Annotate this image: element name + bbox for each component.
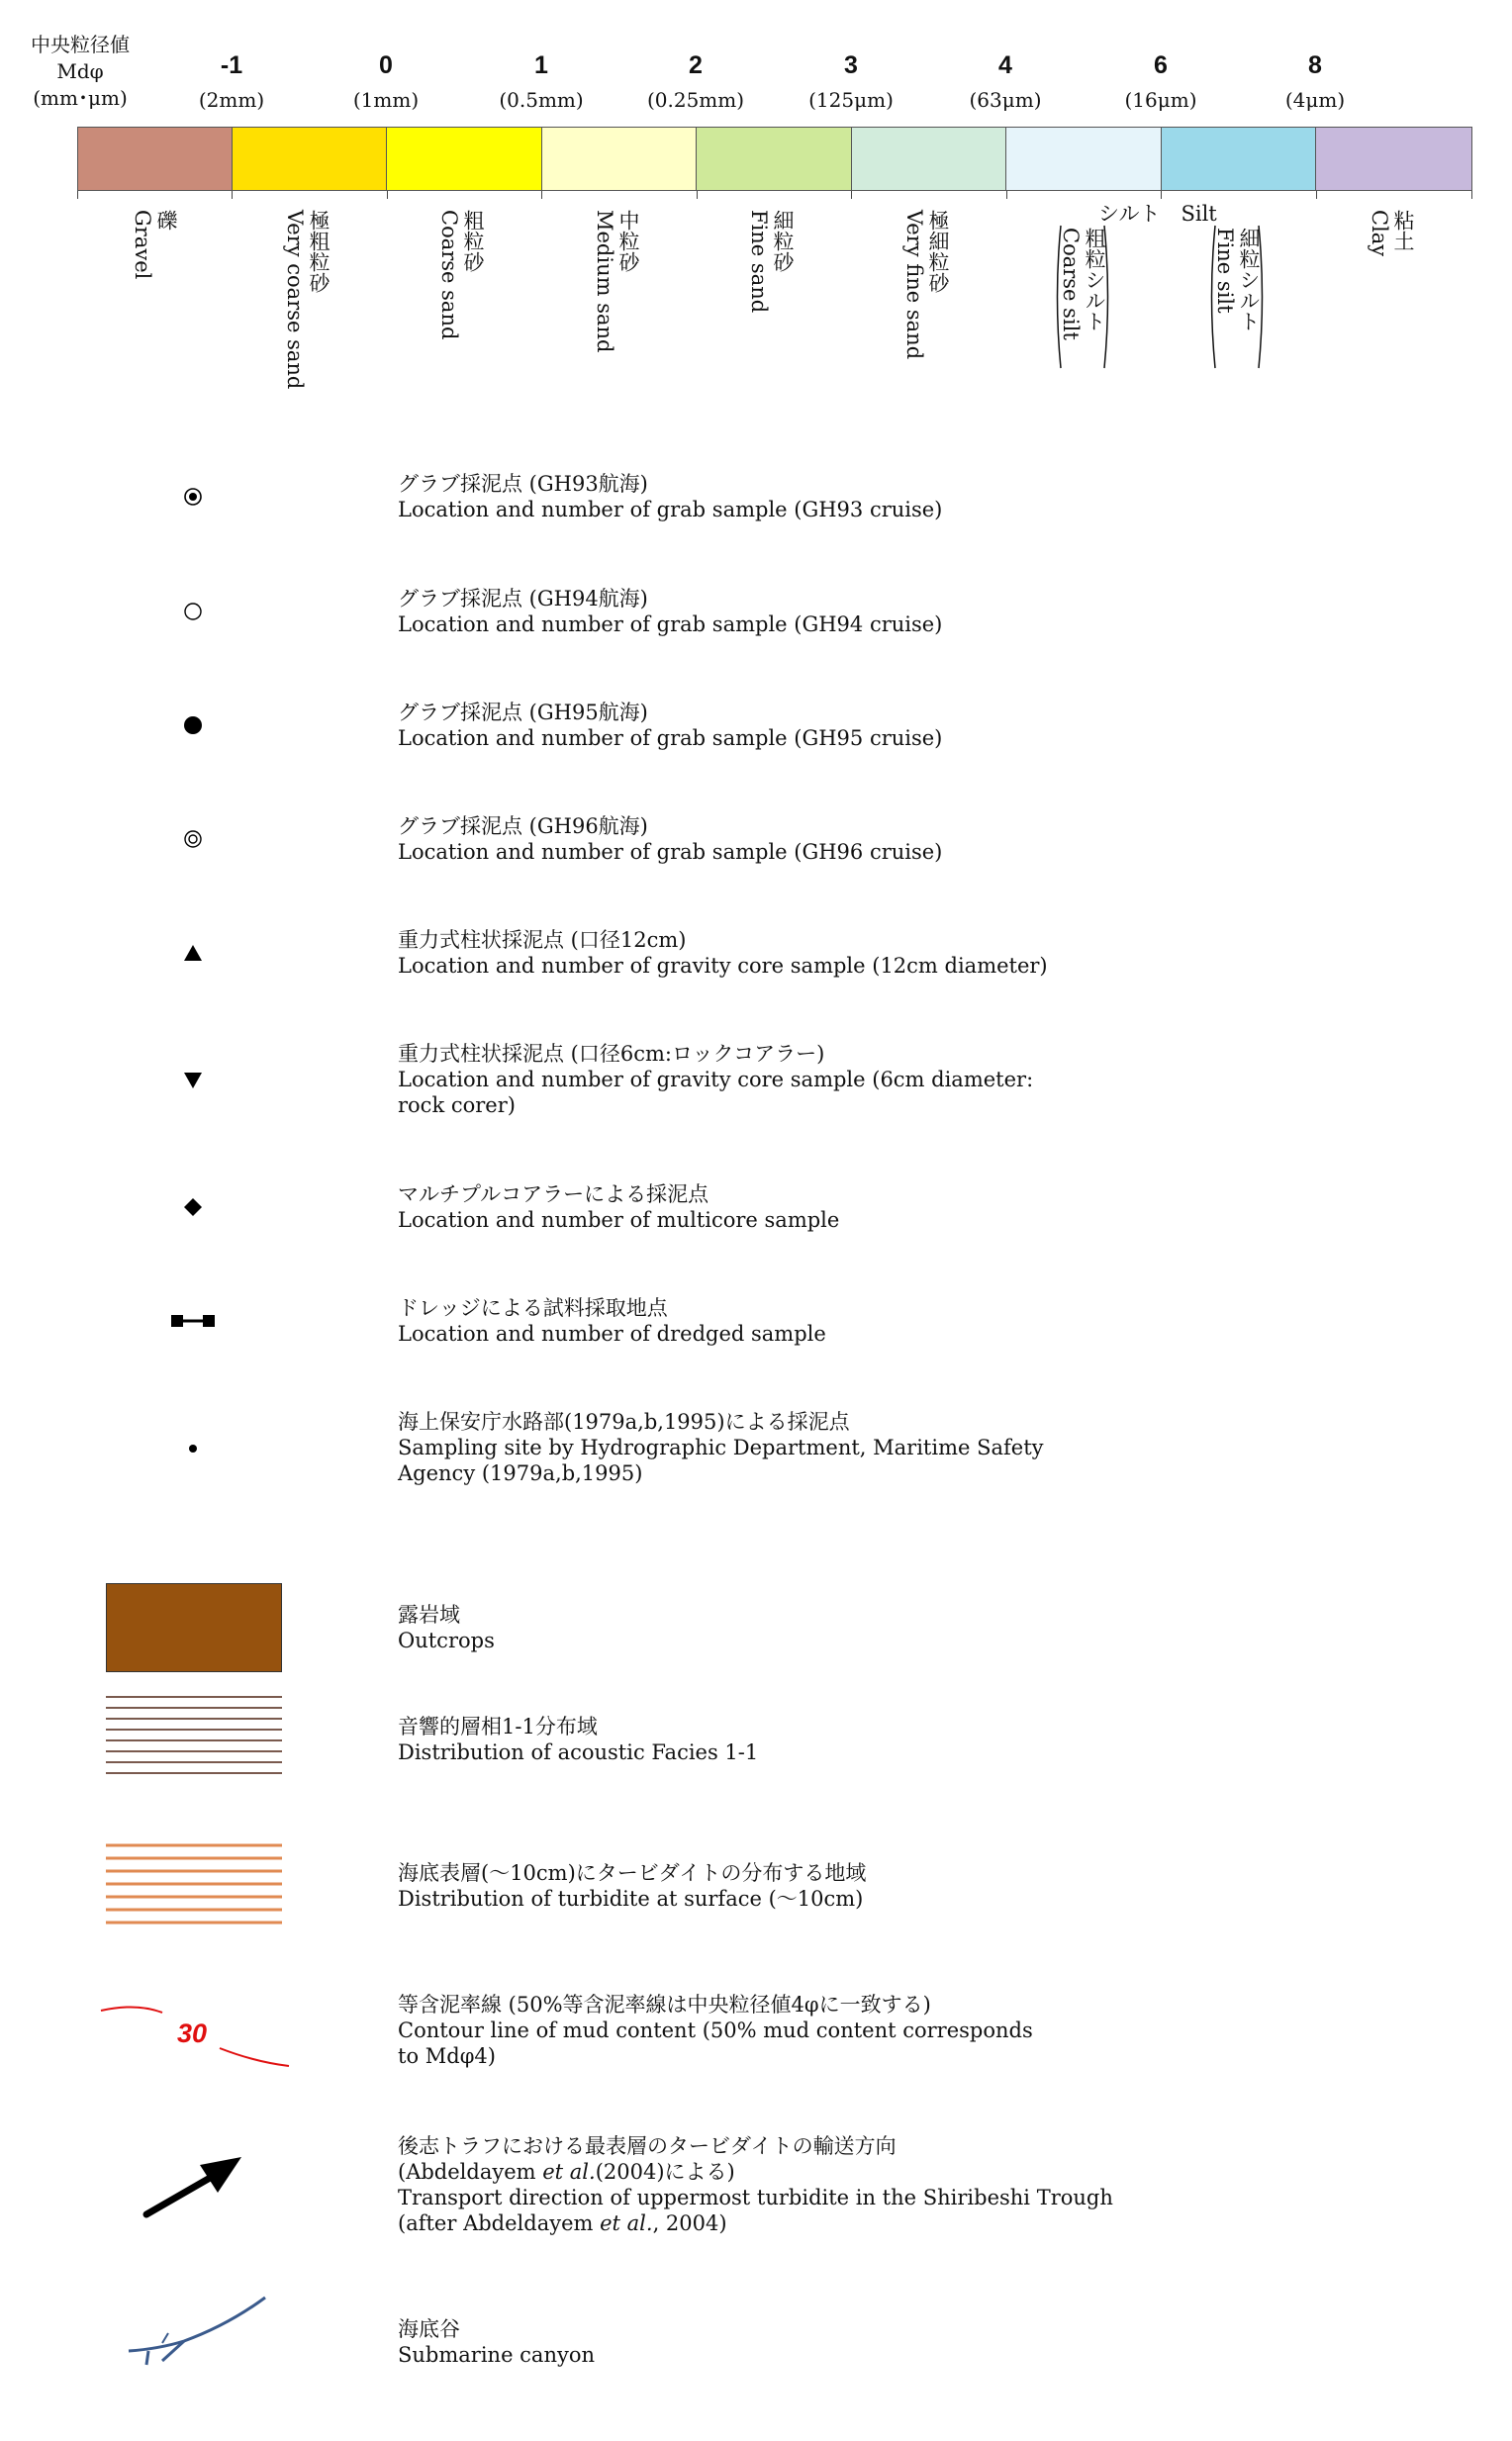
gravity6-symbol: [119, 1053, 267, 1108]
gravity12-label: 重力式柱状採泥点 (口径12cm) Location and number of gravity core sample (12cm diameter): [398, 928, 1048, 978]
grain-size: (4μm): [1284, 88, 1346, 112]
scale-column-1: [464, 49, 618, 113]
band-fine-sand: [696, 127, 852, 191]
grain-size: (63μm): [969, 88, 1042, 112]
grab94-label: グラブ採泥点 (GH94航海) Location and number of grab sample (GH94 cruise): [398, 587, 943, 636]
class-label-fine-silt: 細粒シルト Fine silt: [1205, 224, 1269, 370]
phi-value: 1: [534, 51, 548, 79]
turbidite-label: 海底表層(〜10cm)にタービダイトの分布する地域 Distribution of turbidite at surface (〜10cm): [398, 1861, 867, 1911]
grab93-symbol: [119, 469, 267, 524]
class-label-coarse-silt: 粗粒シルト Coarse silt: [1051, 224, 1114, 370]
phi-value: 2: [689, 51, 703, 79]
transport-label: 後志トラフにおける最表層のタービダイトの輸送方向 (Abdeldayem et al.(2004)による) Transport direction of uppermost turbidite in the Shiribeshi Trough (after Abdeldayem et al., 2004): [398, 2134, 1113, 2235]
scale-title-unit: (mm･μm): [33, 86, 128, 110]
phi-value: 4: [998, 51, 1012, 79]
scale-column-m1: [154, 49, 309, 113]
bullseye-circle-icon: [182, 486, 204, 508]
band-medium-sand: [541, 127, 697, 191]
class-label-very-coarse-sand: 極粗粒砂 Very coarse sand: [283, 210, 331, 390]
down-triangle-icon: [182, 1070, 204, 1091]
dredge-label: ドレッジによる試料採取地点 Location and number of dredged sample: [398, 1296, 826, 1346]
submarine-canyon-icon: [119, 2292, 277, 2367]
scale-column-4: [928, 49, 1083, 113]
scale-title-md: Mdφ: [56, 59, 104, 83]
canyon-label: 海底谷 Submarine canyon: [398, 2317, 596, 2367]
class-label-coarse-sand: 粗粒砂 Coarse sand: [437, 210, 485, 340]
contour-value: 30: [176, 2019, 208, 2048]
outcrops-swatch: [106, 1583, 282, 1672]
class-label-gravel: 礫 Gravel: [131, 210, 178, 280]
open-circle-icon: [182, 601, 204, 622]
band-fine-silt: [1161, 127, 1316, 191]
scale-column-6: [1084, 49, 1238, 113]
double-circle-icon: [182, 828, 204, 850]
scale-title: [6, 32, 154, 112]
band-very-coarse-sand: [232, 127, 387, 191]
facies-label: 音響的層相1-1分布域 Distribution of acoustic Facies 1-1: [398, 1715, 759, 1764]
multicore-label: マルチプルコアラーによる採泥点 Location and number of multicore sample: [398, 1182, 840, 1232]
arrow-icon: [139, 2147, 257, 2226]
grain-size: (16μm): [1124, 88, 1197, 112]
grain-size: (0.25mm): [646, 88, 745, 112]
gravity12-symbol: [119, 925, 267, 981]
grain-size: (1mm): [352, 88, 420, 112]
filled-circle-icon: [182, 714, 204, 736]
phi-value: 8: [1308, 51, 1322, 79]
band-gravel: [77, 127, 233, 191]
band-coarse-silt: [1005, 127, 1162, 191]
hydro-symbol: [119, 1421, 267, 1476]
scale-column-3: [774, 49, 928, 113]
facies-swatch: [106, 1695, 284, 1778]
grain-size: (0.5mm): [499, 88, 584, 112]
band-coarse-sand: [386, 127, 542, 191]
scale-ticks: [77, 191, 1472, 201]
phi-value: 3: [844, 51, 858, 79]
grab96-label: グラブ採泥点 (GH96航海) Location and number of grab sample (GH96 cruise): [398, 814, 943, 864]
dredge-icon: [170, 1312, 216, 1330]
small-dot-icon: [186, 1442, 200, 1455]
band-clay: [1315, 127, 1472, 191]
diamond-icon: [182, 1196, 204, 1218]
class-label-clay: 粘土 Clay: [1368, 210, 1415, 257]
grab95-label: グラブ採泥点 (GH95航海) Location and number of grab sample (GH95 cruise): [398, 701, 943, 750]
turbidite-swatch: [106, 1842, 284, 1925]
gravity6-label: 重力式柱状採泥点 (口径6cm:ロックコアラー) Location and number of gravity core sample (6cm diameter: rock corer): [398, 1042, 1034, 1117]
phi-value: -1: [220, 51, 243, 79]
outcrops-label: 露岩域 Outcrops: [398, 1603, 495, 1652]
band-very-fine-sand: [851, 127, 1006, 191]
phi-value: 0: [379, 51, 393, 79]
class-label-fine-sand: 細粒砂 Fine sand: [747, 210, 795, 314]
silt-heading: シルト Silt: [1098, 202, 1217, 226]
up-triangle-icon: [182, 942, 204, 964]
scale-title-ja: 中央粒径値: [31, 33, 130, 56]
grab93-label: グラブ採泥点 (GH93航海) Location and number of grab sample (GH93 cruise): [398, 472, 943, 521]
scale-column-8: [1238, 49, 1392, 113]
grain-size: (2mm): [198, 88, 265, 112]
hydro-label: 海上保安庁水路部(1979a,b,1995)による採泥点 Sampling site by Hydrographic Department, Maritime Safety Agency (1979a,b,1995): [398, 1410, 1044, 1485]
grain-size: (125μm): [808, 88, 894, 112]
grab94-symbol: [119, 584, 267, 639]
contour-label: 等含泥率線 (50%等含泥率線は中央粒径値4φに一致する) Contour line of mud content (50% mud content corresponds to Mdφ4): [398, 1993, 1033, 2068]
scale-column-2: [618, 49, 773, 113]
dredge-symbol: [119, 1293, 267, 1349]
multicore-symbol: [119, 1179, 267, 1235]
grab95-symbol: [119, 698, 267, 753]
class-label-very-fine-sand: 極細粒砂 Very fine sand: [902, 210, 950, 360]
class-label-medium-sand: 中粒砂 Medium sand: [593, 210, 640, 353]
scale-column-0: [309, 49, 463, 113]
contour-line-icon: [97, 1999, 295, 2072]
phi-value: 6: [1154, 51, 1168, 79]
grab96-symbol: [119, 811, 267, 867]
